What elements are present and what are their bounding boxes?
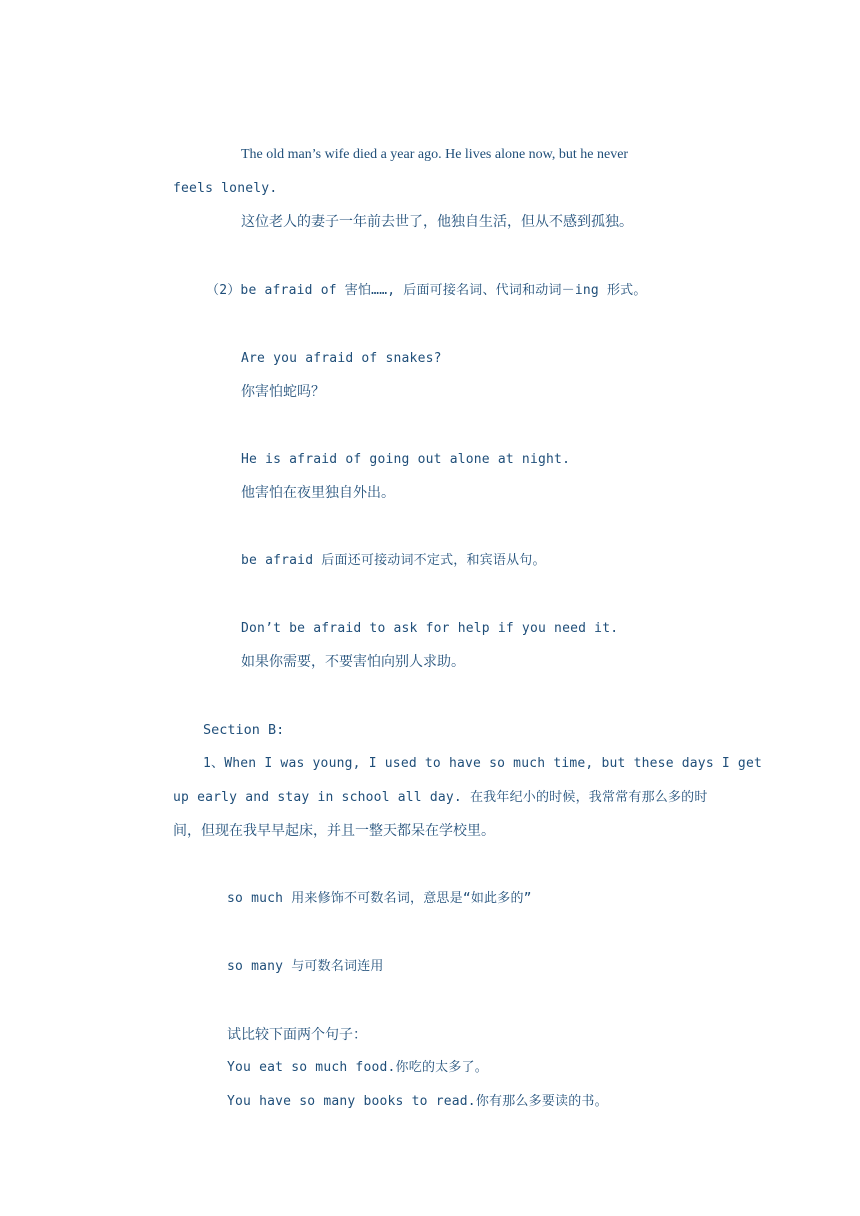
example-sentence: Don’t be afraid to ask for help if you need it.	[241, 621, 619, 636]
grammar-note: so many 与可数名词连用	[227, 959, 384, 974]
compare-intro: 试比较下面两个句子：	[227, 1027, 367, 1043]
paragraph-line: feels lonely.	[173, 181, 278, 196]
example-sentence: You eat so much food.你吃的太多了。	[227, 1060, 488, 1075]
example-translation: 如果你需要，不要害怕向别人求助。	[241, 654, 465, 670]
paragraph-line: 间，但现在我早早起床，并且一整天都呆在学校里。	[173, 823, 495, 839]
grammar-note: so much 用来修饰不可数名词，意思是“如此多的”	[227, 891, 532, 906]
example-sentence: You have so many books to read.你有那么多要读的书。	[227, 1094, 608, 1109]
point-heading: （2）be afraid of 害怕……, 后面可接名词、代词和动词－ing 形式。	[206, 283, 647, 298]
grammar-note: be afraid 后面还可接动词不定式，和宾语从句。	[241, 553, 546, 568]
paragraph-line: The old man’s wife died a year ago. He lives alone now, but he never	[241, 147, 629, 162]
example-sentence: Are you afraid of snakes?	[241, 351, 442, 366]
translation-line: 这位老人的妻子一年前去世了，他独自生活，但从不感到孤独。	[241, 214, 633, 230]
example-translation: 你害怕蛇吗？	[241, 384, 325, 400]
paragraph-line: 1、When I was young, I used to have so much time, but these days I get	[203, 756, 763, 771]
paragraph-line: up early and stay in school all day. 在我年纪小的时候，我常常有那么多的时	[173, 790, 708, 805]
example-translation: 他害怕在夜里独自外出。	[241, 485, 395, 501]
section-title: Section B:	[203, 722, 285, 738]
example-sentence: He is afraid of going out alone at night.	[241, 452, 571, 467]
